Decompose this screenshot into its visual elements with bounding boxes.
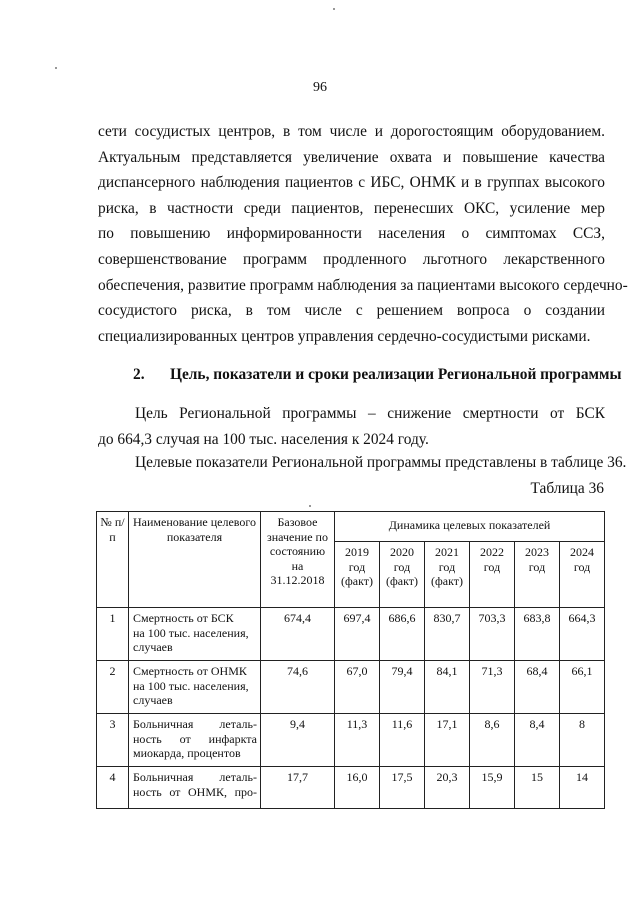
header-year: 2023 год [515,542,560,608]
scan-speck [333,8,335,10]
table-row [97,661,605,714]
header-base: Базовое значение по состоянию на 31.12.2018 [261,512,335,608]
row-value: 15 [515,767,560,809]
paragraph-line: по повышению информированности населения о симптомах ССЗ, [98,225,605,243]
table-row [97,608,605,661]
table-row [97,714,605,767]
row-value: 683,8 [515,608,560,661]
row-value: 14 [560,767,605,809]
scan-speck [55,67,57,69]
row-value: 8,6 [470,714,515,767]
row-value: 664,3 [560,608,605,661]
goal-statement [98,401,605,452]
row-value: 8 [560,714,605,767]
goal-line: до 664,3 случая на 100 тыс. населения к 2024 году. [98,430,429,448]
row-value: 15,9 [470,767,515,809]
target-indicators-table [96,511,605,809]
paragraph-line: сосудистого риска, в том числе с решением вопроса о создании [98,302,605,320]
section-title: Цель, показатели и сроки реализации Региональной программы [170,366,622,383]
row-value: 11,6 [380,714,425,767]
row-indicator-name: Смертность от ОНМК на 100 тыс. населения, случаев [129,661,261,714]
paragraph-line: обеспечения, развитие программ наблюдения за пациентами высокого сердечно- [98,276,628,294]
paragraph-line: специализированных центров управления сердечно-сосудистыми рисками. [98,327,591,345]
section-number: 2. [133,366,145,383]
paragraph-line: диспансерного наблюдения пациентов с ИБС, ОНМК и в группах высокого [98,174,605,192]
table-row [97,767,605,809]
row-num: 1 [97,608,129,661]
header-year: 2021 год (факт) [425,542,470,608]
row-value: 8,4 [515,714,560,767]
row-value: 79,4 [380,661,425,714]
row-num: 3 [97,714,129,767]
row-value: 68,4 [515,661,560,714]
paragraph-line: Актуальным представляется увеличение охвата и повышение качества [98,148,605,166]
paragraph-line: совершенствование программ продленного льготного лекарственного [98,250,605,268]
row-num: 4 [97,767,129,809]
header-year: 2019 год (факт) [335,542,380,608]
scan-speck [309,505,311,507]
paragraph-line: риска, в частности среди пациентов, перенесших ОКС, усиление мер [98,199,605,217]
row-value: 686,6 [380,608,425,661]
row-value: 11,3 [335,714,380,767]
goal-line: Цель Региональной программы – снижение смертности от БСК [135,405,605,422]
row-base-value: 17,7 [261,767,335,809]
header-year: 2024 год [560,542,605,608]
row-base-value: 9,4 [261,714,335,767]
table-header-row [97,512,605,542]
row-value: 697,4 [335,608,380,661]
section-heading [133,366,622,384]
row-value: 17,5 [380,767,425,809]
row-value: 71,3 [470,661,515,714]
row-value: 66,1 [560,661,605,714]
row-value: 16,0 [335,767,380,809]
table-caption: Таблица 36 [530,480,604,497]
row-value: 67,0 [335,661,380,714]
header-dynamics: Динамика целевых показателей [335,512,605,542]
header-num: № п/п [97,512,129,608]
continuation-paragraph [98,119,628,349]
table-intro: Целевые показатели Региональной программы представлены в таблице 36. [135,454,627,471]
row-base-value: 74,6 [261,661,335,714]
header-year: 2022 год [470,542,515,608]
row-num: 2 [97,661,129,714]
row-indicator-name: Смертность от БСК на 100 тыс. населения, случаев [129,608,261,661]
row-base-value: 674,4 [261,608,335,661]
paragraph-line: сети сосудистых центров, в том числе и дорогостоящим оборудованием. [98,123,605,140]
row-value: 830,7 [425,608,470,661]
row-indicator-name: Больничная леталь- ность от инфаркта миокарда, процентов [129,714,261,767]
row-value: 20,3 [425,767,470,809]
page-number: 96 [313,80,327,95]
row-value: 703,3 [470,608,515,661]
row-indicator-name: Больничная леталь- ность от ОНМК, про- [129,767,261,809]
header-year: 2020 год (факт) [380,542,425,608]
row-value: 17,1 [425,714,470,767]
row-value: 84,1 [425,661,470,714]
header-name: Наименование целевого показателя [129,512,261,608]
